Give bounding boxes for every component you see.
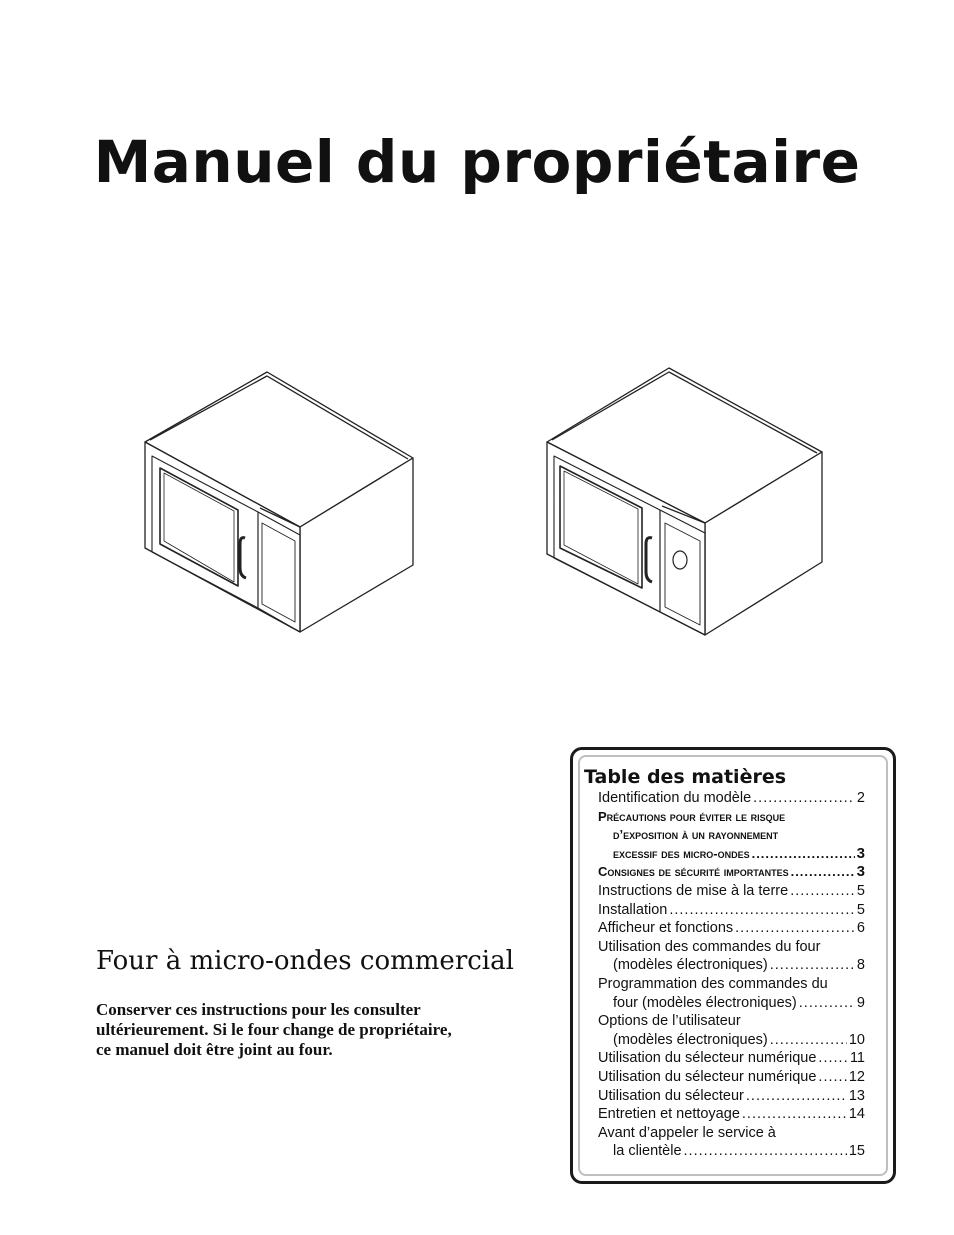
toc-entry [598,901,865,920]
toc-entry [598,975,865,994]
toc-page-number: 13 [848,1087,865,1104]
toc-page-number: 5 [856,901,865,918]
toc-leader-dots [746,1087,847,1106]
toc-entry [598,789,865,808]
toc-entry [598,882,865,901]
toc-entry-text: Consignes de sécurité importantes [598,864,789,880]
toc-entry [598,1124,865,1143]
toc-page-number: 3 [856,844,865,862]
toc-leader-dots [752,845,855,864]
toc-entry [598,1012,865,1031]
toc-entry [598,845,865,864]
toc-page-number: 12 [848,1068,865,1085]
toc-leader-dots [669,901,855,920]
toc-entry [598,1142,865,1161]
toc-entry-text: Avant d’appeler le service à [598,1124,776,1141]
toc-page-number: 2 [856,790,865,806]
note-line: ultérieurement. Si le four change de propriétaire, [96,1020,452,1039]
toc-entry-text: Identification du modèle [598,790,752,806]
toc-leader-dots [735,919,855,938]
toc-leader-dots [770,956,855,975]
toc-entry-text: d’exposition à un rayonnement [613,827,779,843]
toc-entry-text: Programmation des commandes du [598,975,828,992]
toc-leader-dots [742,1105,847,1124]
toc-entry-text: Instructions de mise à la terre [598,882,789,899]
toc-page-number: 3 [856,863,865,881]
keep-instructions-note [96,1000,516,1060]
toc-entry-text: Utilisation des commandes du four [598,938,821,955]
toc-page-number: 11 [849,1050,865,1067]
note-line: ce manuel doit être joint au four. [96,1040,333,1059]
toc-entry-text: Utilisation du sélecteur [598,1087,744,1104]
toc-entry-text: Installation [598,901,668,918]
toc-page-number: 6 [856,920,865,937]
toc-page-number: 15 [848,1143,865,1160]
toc-entry [598,994,865,1013]
toc-entry [598,1031,865,1050]
toc-entry [598,1068,865,1087]
toc-page-number: 9 [856,994,865,1011]
toc-entry [598,1105,865,1124]
toc-entry [598,826,865,845]
toc-entry [598,808,865,827]
toc-entry [598,1049,865,1068]
product-subtitle: Four à micro-ondes commercial [96,946,514,976]
toc-entry-text: four (modèles électroniques) [613,994,797,1011]
toc-page-number: 8 [856,957,865,974]
toc-leader-dots [818,1049,848,1068]
toc-page-number: 14 [848,1106,865,1123]
toc-entry [598,956,865,975]
toc-heading: Table des matières [584,766,787,788]
toc-leader-dots [790,882,855,901]
toc-entry-text: (modèles électroniques) [613,957,768,974]
toc-entry-text: la clientèle [613,1143,682,1160]
toc-leader-dots [753,789,855,808]
toc-leader-dots [799,994,855,1013]
microwave-electronic-illustration [145,372,413,632]
toc-entry-text: Précautions pour éviter le risque [598,808,786,824]
toc-entry-text: Utilisation du sélecteur numérique [598,1068,817,1085]
toc-leader-dots [684,1142,847,1161]
toc-entry [598,1087,865,1106]
page-title: Manuel du propriétaire [93,128,861,196]
toc-entry-text: Entretien et nettoyage [598,1106,740,1123]
toc-list [598,789,865,1161]
toc-leader-dots [818,1068,846,1087]
toc-entry-text: (modèles électroniques) [613,1031,768,1048]
microwave-dial-illustration [547,368,822,635]
toc-leader-dots [791,863,855,882]
toc-page-number: 5 [856,882,865,899]
toc-leader-dots [770,1031,847,1050]
toc-entry-text: excessif des micro-ondes [613,845,750,861]
microwave-illustrations [130,360,830,650]
toc-entry-text: Afficheur et fonctions [598,920,734,937]
note-line: Conserver ces instructions pour les consulter [96,1000,421,1019]
toc-entry [598,938,865,957]
toc-page-number: 10 [848,1031,865,1048]
toc-entry-text: Utilisation du sélecteur numérique [598,1050,817,1067]
toc-entry [598,919,865,938]
toc-entry-text: Options de l’utilisateur [598,1013,741,1030]
toc-entry [598,863,865,882]
